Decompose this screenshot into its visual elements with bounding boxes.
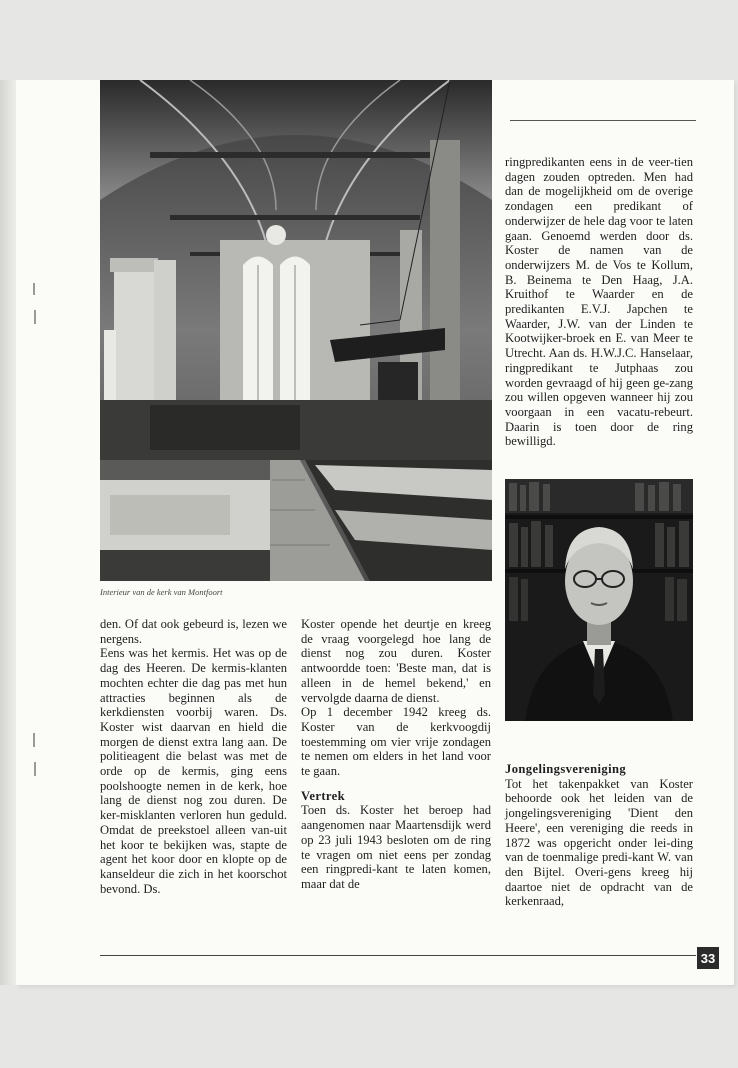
paragraph: Eens was het kermis. Het was op de dag des Heeren. De kermis-klanten mochten echter die dag pas met hun attracties beginnen als de kerkdiensten voorbij waren. Ds. Koster wist daarvan en hield die morgen de dienst extra lang aan. De politieagent die belast was met de orde op de kermis, ging eens poolshoogte nemen in de kerk, hoe lang de dienst nog zou duren. De ker-misklanten verloren hun geduld. Omdat de preekstoel alleen van-uit het koor te bekijken was, stapte de agent het koor door en klopte op de kanseldeur die zich in het koorschot bevond. Ds. xyxy=(100,646,287,896)
section-heading-vertrek: Vertrek xyxy=(301,788,346,803)
bottom-rule xyxy=(100,955,696,956)
right-column-top xyxy=(505,155,693,449)
page-number: 33 xyxy=(697,947,719,969)
section-heading-jongelingsvereniging: Jongelingsvereniging xyxy=(505,762,627,776)
margin-mark xyxy=(33,283,35,295)
margin-mark xyxy=(34,310,36,324)
church-interior-photo xyxy=(100,80,492,581)
paragraph: Op 1 december 1942 kreeg ds. Koster van de kerkvoogdij toestemming om vier vrije zondagen te nemen om elders in het land voor te gaan. xyxy=(301,705,491,779)
column-1 xyxy=(100,617,287,896)
paragraph: ringpredikanten eens in de veer-tien dagen zouden optreden. Men had dan de mogelijkheid om de overige zondagen een predikant of onderwijzer de hele dag voor te laten gaan. Genoemd werden door ds. Koster de namen van de onderwijzers M. de Vos te Kollum, B. Beinema te Den Haag, J.A. Kruithof te Waarder en de predikanten E.V.J. Japchen te Waarder, J.W. van der Linden te Kootwijker-broek en E. van Meer te Utrecht. Aan ds. H.W.J.C. Hanselaar, ringpredikant te Jutphaas zou worden gevraagd of hij geen ge-zang zou willen opgeven wanneer hij zou voorgaan in een vacatu-rebeurt. Daarin is toen door de ring bewilligd. xyxy=(505,155,693,449)
column-3 xyxy=(505,752,693,909)
portrait-photo xyxy=(505,479,693,721)
paragraph: den. Of dat ook gebeurd is, lezen we nergens. xyxy=(100,617,287,646)
photo-caption: Interieur van de kerk van Montfoort xyxy=(100,587,223,597)
paragraph: Tot het takenpakket van Koster behoorde ook het leiden van de jongelingsvereniging 'Dient den Heere', een vereniging die reeds in 1872 was opgericht onder lei-ding van de toenmalige predi-kant W. van den Bijtel. Overi-gens kreeg hij daartoe niet de opdracht van de kerkenraad, xyxy=(505,776,693,909)
top-rule xyxy=(510,120,696,121)
paragraph: Toen ds. Koster het beroep had aangenomen naar Maartensdijk werd op 23 juli 1943 besloten om de ring te vragen om niet eens per zondag een ringpredi-kant te laten komen, maar dat de xyxy=(301,803,491,891)
paragraph: Koster opende het deurtje en kreeg de vraag voorgelegd hoe lang de dienst nog zou duren. Koster antwoordde toen: 'Beste man, dat is alleen in de hemel bekend,' en vervolgde daarna de dienst. xyxy=(301,617,491,705)
margin-mark xyxy=(33,733,35,747)
column-2 xyxy=(301,617,491,892)
margin-mark xyxy=(34,762,36,776)
